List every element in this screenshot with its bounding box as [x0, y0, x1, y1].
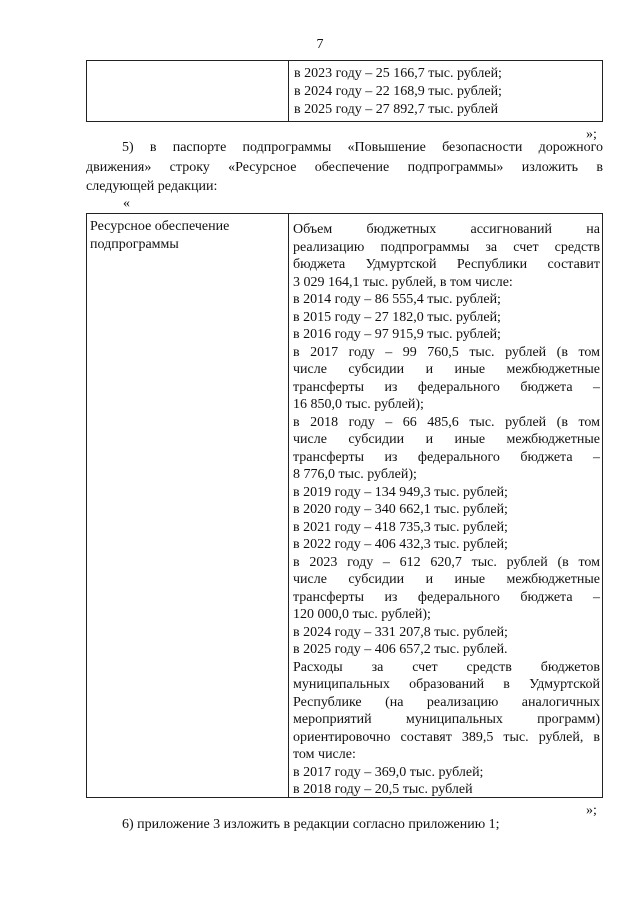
- text-line: мероприятий муниципальных программ): [293, 712, 600, 727]
- text-line: бюджета Удмуртской Республики составит: [293, 257, 600, 272]
- closing-quote: »;: [586, 803, 597, 818]
- main-table-right-cell: [293, 221, 600, 796]
- text-line: в 2018 году – 66 485,6 тыс. рублей (в том: [293, 414, 600, 430]
- text-line: трансферты из федерального бюджета –: [293, 449, 600, 465]
- text-line: в 2019 году – 134 949,3 тыс. рублей;: [293, 484, 508, 500]
- text-line: 16 850,0 тыс. рублей);: [293, 397, 424, 412]
- text-line: в 2025 году – 27 892,7 тыс. рублей: [294, 102, 499, 117]
- text-line: в 2020 году – 340 662,1 тыс. рублей;: [293, 502, 508, 517]
- text-line: в 2017 году – 99 760,5 тыс. рублей (в том: [293, 344, 600, 360]
- text-line: в 2024 году – 331 207,8 тыс. рублей;: [293, 624, 508, 640]
- text-line: в 2025 году – 406 657,2 тыс. рублей.: [293, 642, 508, 657]
- text-line: следующей редакции:: [86, 179, 218, 194]
- text-line: ориентировочно составят 389,5 тыс. рублей, в: [293, 729, 600, 745]
- text-line: в 2021 году – 418 735,3 тыс. рублей;: [293, 519, 508, 535]
- text-line: трансферты из федерального бюджета –: [293, 379, 600, 395]
- text-line: числе субсидии и иные межбюджетные: [293, 362, 600, 377]
- text-line: Объем бюджетных ассигнований на: [293, 222, 600, 237]
- text-line: числе субсидии и иные межбюджетные: [293, 432, 600, 447]
- text-line: в 2015 году – 27 182,0 тыс. рублей;: [293, 309, 501, 325]
- text-line: в 2023 году – 25 166,7 тыс. рублей;: [294, 66, 502, 81]
- text-line: 3 029 164,1 тыс. рублей, в том числе:: [293, 274, 513, 290]
- top-table-divider: [288, 60, 289, 122]
- text-line: числе субсидии и иные межбюджетные: [293, 572, 600, 587]
- text-line: в 2014 году – 86 555,4 тыс. рублей;: [293, 292, 501, 307]
- text-line: трансферты из федерального бюджета –: [293, 589, 600, 605]
- row-label-line: Ресурсное обеспечение: [90, 219, 230, 234]
- text-line: Республике (на реализацию аналогичных: [293, 694, 600, 710]
- text-line: в 2018 году – 20,5 тыс. рублей: [293, 782, 473, 797]
- text-line: в 2016 году – 97 915,9 тыс. рублей;: [293, 327, 501, 342]
- text-line: реализацию подпрограммы за счет средств: [293, 239, 600, 255]
- main-table-divider: [288, 213, 289, 798]
- closing-quote: »;: [586, 127, 597, 142]
- text-line: Расходы за счет средств бюджетов: [293, 659, 600, 675]
- text-line: в 2024 году – 22 168,9 тыс. рублей;: [294, 84, 502, 99]
- text-line: в 2022 году – 406 432,3 тыс. рублей;: [293, 537, 508, 552]
- page-number: 7: [316, 37, 324, 52]
- text-line: движения» строку «Ресурсное обеспечение подпрограммы» изложить в: [86, 160, 603, 175]
- item-6-paragraph: 6) приложение 3 изложить в редакции согласно приложению 1;: [122, 817, 500, 832]
- text-line: 120 000,0 тыс. рублей);: [293, 607, 431, 622]
- text-line: 8 776,0 тыс. рублей);: [293, 467, 417, 482]
- text-line: 5) в паспорте подпрограммы «Повышение безопасности дорожного: [122, 140, 603, 155]
- text-line: том числе:: [293, 747, 356, 762]
- row-label-line: подпрограммы: [90, 237, 179, 252]
- text-line: муниципальных образований в Удмуртской: [293, 677, 600, 692]
- text-line: в 2023 году – 612 620,7 тыс. рублей (в том: [293, 554, 600, 570]
- opening-quote: «: [123, 196, 130, 211]
- text-line: в 2017 году – 369,0 тыс. рублей;: [293, 764, 484, 780]
